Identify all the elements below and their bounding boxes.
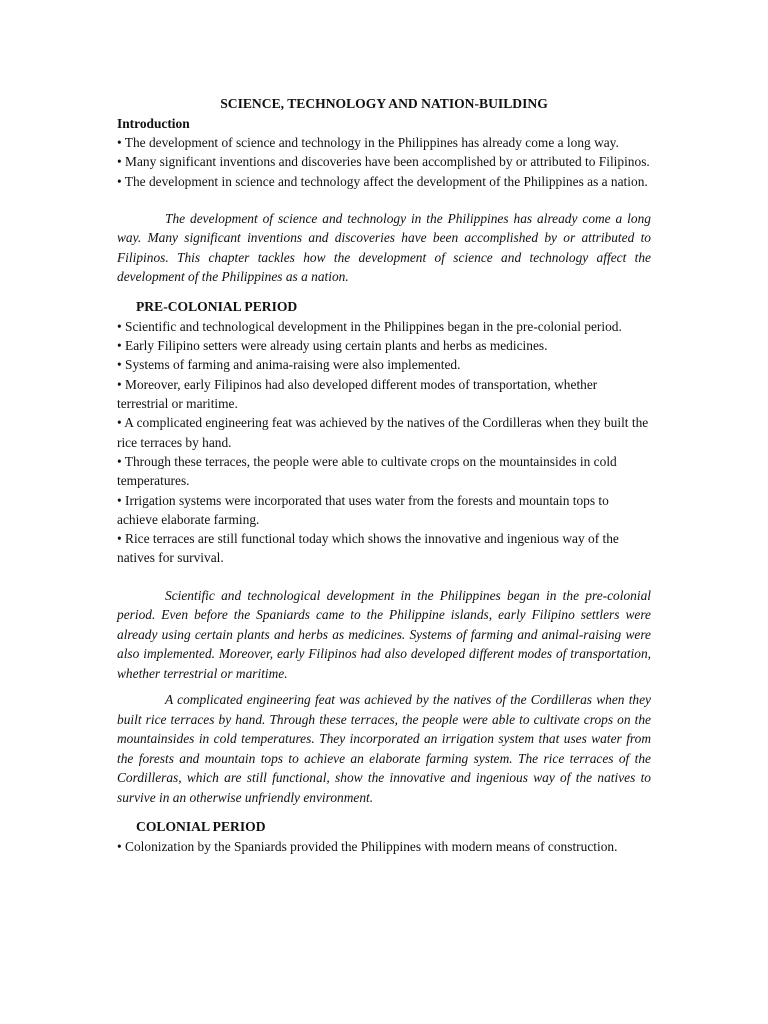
bullet-item: • Through these terraces, the people were able to cultivate crops on the mountainsides in cold temperatures.: [117, 453, 617, 489]
bullet-item: • Many significant inventions and discoveries have been accomplished by or attributed to Filipinos.: [117, 154, 650, 170]
precolonial-bullets: [117, 317, 651, 568]
introduction-paragraph: The development of science and technology in the Philippines has already come a long way. Many significant inventions and discoveries have been accomplished by or attributed to Filipinos. This chapter tackles how the development of science and technology affect the development of the Philippines as a nation.: [117, 210, 651, 285]
bullet-item: • Moreover, early Filipinos had also developed different modes of transportation, whether terrestrial or maritime.: [117, 376, 598, 412]
bullet-item: • A complicated engineering feat was achieved by the natives of the Cordilleras when they built the rice terraces by hand.: [117, 415, 649, 450]
document-content: [117, 94, 651, 857]
bullet-item: • Early Filipino setters were already using certain plants and herbs as medicines.: [117, 338, 548, 354]
bullet-item: • The development of science and technology in the Philippines has already come a long way.: [117, 135, 619, 150]
document-title: SCIENCE, TECHNOLOGY AND NATION-BUILDING: [220, 96, 548, 111]
bullet-item: • Scientific and technological development in the Philippines began in the pre-colonial period.: [117, 318, 622, 334]
colonial-heading: COLONIAL PERIOD: [136, 819, 266, 835]
introduction-heading: Introduction: [117, 116, 190, 131]
precolonial-paragraph-2: A complicated engineering feat was achieved by the natives of the Cordilleras when they built rice terraces by hand. Through these terraces, the people were able to cultivate crops on the mountainsides in cold temperatures. They incorporated an irrigation system that uses water from the forests and mountain tops to achieve an elaborate farming system. The rice terraces of the Cordilleras, which are still functional, show the innovative and ingenious way of the natives to survive in an otherwise unfriendly environment.: [117, 692, 651, 805]
bullet-item: • The development in science and technology affect the development of the Philippines as a nation.: [117, 173, 648, 189]
introduction-bullets: [117, 133, 651, 191]
bullet-item: • Systems of farming and anima-raising were also implemented.: [117, 357, 461, 373]
bullet-item: • Irrigation systems were incorporated that uses water from the forests and mountain tops to achieve elaborate farming.: [117, 492, 609, 527]
bullet-item: • Rice terraces are still functional today which shows the innovative and ingenious way of the natives for survival.: [117, 531, 619, 566]
precolonial-heading: PRE-COLONIAL PERIOD: [136, 298, 298, 314]
bullet-item: • Colonization by the Spaniards provided the Philippines with modern means of construction.: [117, 839, 618, 855]
precolonial-paragraph-1: Scientific and technological development in the Philippines began in the pre-colonial period. Even before the Spaniards came to the Philippine islands, early Filipino settlers were already using certain plants and herbs as medicines. Systems of farming and animal-raising were also implemented. Moreover, early Filipinos had also developed different modes of transportation, whether terrestrial or maritime.: [117, 587, 651, 681]
colonial-bullets: [117, 837, 651, 856]
